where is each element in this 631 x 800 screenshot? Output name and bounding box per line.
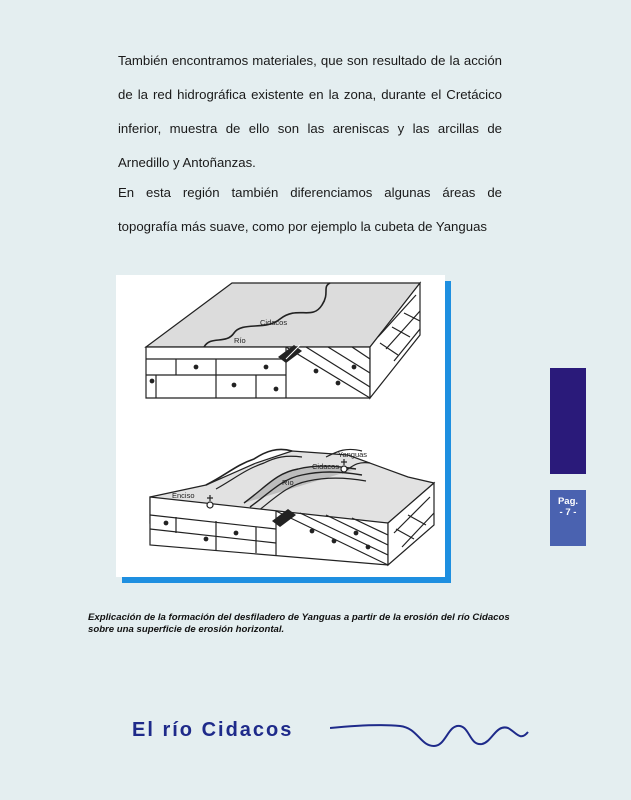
bottom-label-enciso: Enciso — [172, 491, 195, 500]
top-label-rio: Río — [234, 336, 246, 345]
page-number-box — [550, 490, 586, 546]
page-number: - 7 - — [559, 507, 577, 518]
bottom-block-diagram — [150, 449, 434, 565]
page-label: Pag. — [557, 496, 579, 507]
bottom-label-yanguas: Yanguas — [338, 450, 368, 459]
intro-paragraph: También encontramos materiales, que son resultado de la acción de la red hidrográfica existente en la zona, durante el Cretácico inferior, muestra de ello son las areniscas y las arcillas de Arnedillo y Antoñanzas. — [118, 53, 502, 170]
top-block-diagram — [146, 283, 420, 398]
bottom-label-rio: Río — [282, 478, 294, 487]
footer-title: El río Cidacos — [132, 719, 294, 741]
footer-wave-decoration — [330, 712, 530, 752]
side-color-bar — [550, 368, 586, 474]
block-diagrams — [116, 275, 445, 577]
geology-figure — [116, 275, 445, 577]
top-front-face — [146, 347, 370, 398]
figure-caption: Explicación de la formación del desfiladero de Yanguas a partir de la erosión del río Cidacos sobre una superficie de erosión horizontal. — [88, 612, 510, 635]
top-label-cidacos: Cidacos — [260, 318, 288, 327]
topography-paragraph: En esta región también diferenciamos algunas áreas de topografía más suave, como por ejemplo la cubeta de Yanguas — [118, 185, 502, 234]
bottom-label-cidacos: Cidacos — [312, 462, 340, 471]
